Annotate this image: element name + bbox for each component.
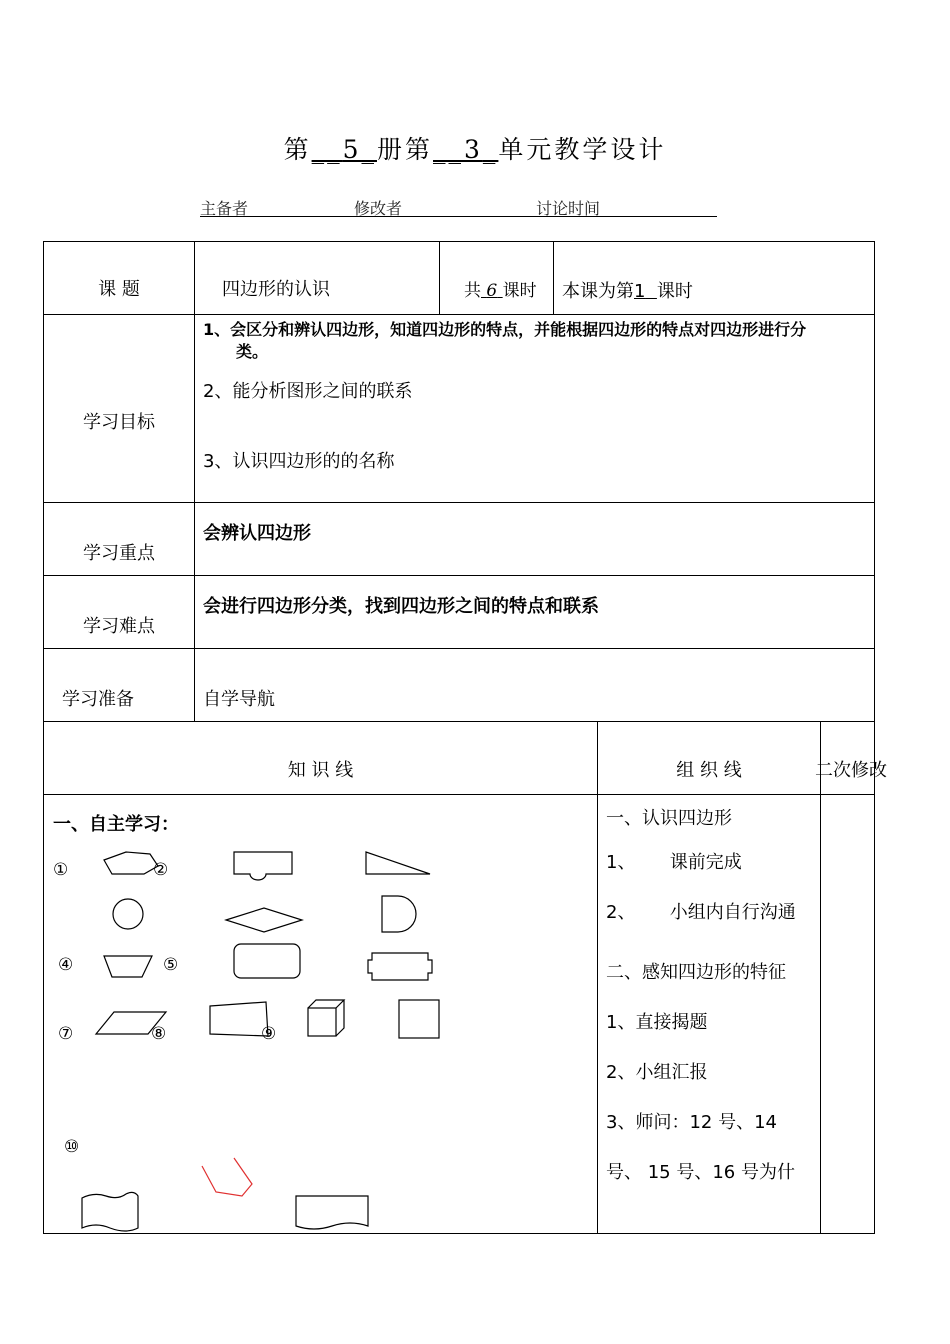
goals-label: 学习目标: [83, 411, 155, 433]
focus-value: 会辨认四边形: [203, 523, 311, 544]
shapes-canvas: [44, 840, 552, 1232]
marker-4: ④: [58, 955, 74, 975]
discussion-time-label: 讨论时间: [536, 199, 601, 218]
total-suffix: 课时: [502, 280, 537, 301]
quadrilateral-shape: [210, 1002, 268, 1036]
current-num: [634, 281, 657, 302]
org-section-2-item-3-line2: 号、 15 号、16 号为什: [606, 1162, 795, 1183]
prep-label: 学习准备: [62, 689, 134, 710]
revision-header: 二次修改: [815, 760, 887, 781]
prep-label-cell: [44, 649, 195, 722]
goal-3: 3、认识四边形的的名称: [203, 451, 395, 472]
marker-10: ⑩: [64, 1137, 80, 1157]
goal-1: [203, 319, 866, 363]
focus-row: [44, 503, 875, 576]
topic-label: 课 题: [98, 279, 140, 300]
title-mid: 册第: [376, 135, 433, 164]
total-count-value: 6: [486, 280, 498, 301]
total-count: [481, 281, 503, 301]
difficulty-value-cell: [195, 576, 875, 649]
knowledge-header-cell: [44, 722, 598, 795]
topic-row: [44, 242, 875, 315]
right-triangle-shape: [366, 852, 430, 874]
current-lesson: [562, 281, 693, 302]
focus-label-cell: [44, 503, 195, 576]
marker-5: ⑤: [163, 955, 179, 975]
goals-cell: [195, 315, 875, 503]
reviser-label: 修改者: [354, 199, 403, 218]
revision-header-cell: [815, 722, 887, 795]
marker-1: ①: [53, 860, 69, 880]
topic-value: 四边形的认识: [222, 279, 330, 300]
column-header-row: [44, 722, 875, 795]
org-section-2-title: 二、感知四边形的特征: [606, 962, 786, 983]
rectangle-with-arc-shape: [234, 852, 292, 880]
volume-number: 5: [342, 135, 362, 164]
prep-value: 自学导航: [203, 689, 275, 710]
knowledge-heading: 一、自主学习：: [53, 814, 179, 835]
red-open-polygon-shape: [202, 1158, 252, 1196]
org-section-1-item-1: 1、 课前完成: [606, 852, 742, 873]
square-shape: [399, 1000, 439, 1038]
org-section-2-item-2: 2、小组汇报: [606, 1062, 708, 1083]
unit-number: 3: [464, 135, 483, 164]
total-prefix: 共: [464, 280, 481, 301]
org-section-1-item-2: 2、 小组内自行沟通: [606, 902, 796, 923]
volume-blank: __5_: [311, 135, 377, 164]
marker-7: ⑦: [58, 1024, 74, 1044]
total-lessons: [464, 281, 537, 301]
focus-label: 学习重点: [83, 543, 155, 564]
current-num-value: 1: [634, 281, 646, 302]
marker-9: ⑨: [261, 1024, 277, 1044]
org-section-1-title: 一、认识四边形: [606, 808, 732, 829]
goals-row: [44, 315, 875, 503]
difficulty-row: [44, 576, 875, 649]
marker-8: ⑧: [151, 1024, 167, 1044]
rhombus-shape: [226, 908, 302, 932]
goal-1-line1: 1、会区分和辨认四边形，知道四边形的特点，并能根据四边形的特点对四边形进行分: [203, 320, 807, 339]
prep-row: [44, 649, 875, 722]
organization-header-cell: [598, 722, 821, 795]
title-suffix: 单元教学设计: [498, 135, 667, 164]
difficulty-value: 会进行四边形分类，找到四边形之间的特点和联系: [203, 596, 599, 617]
organization-cell: [598, 795, 821, 1234]
marker-2: ②: [153, 860, 169, 880]
trapezoid-shape: [104, 956, 152, 977]
topic-label-cell: [44, 242, 195, 315]
current-lesson-cell: [554, 242, 875, 315]
page-title: [0, 130, 950, 166]
current-suffix: 课时: [656, 281, 693, 302]
parallelogram-shape: [96, 1012, 166, 1034]
difficulty-label: 学习难点: [83, 616, 155, 637]
total-lessons-cell: [440, 242, 554, 315]
focus-value-cell: [195, 503, 875, 576]
prep-value-cell: [195, 649, 875, 722]
revision-cell: [821, 795, 875, 1234]
unit-blank: __3_: [433, 135, 499, 164]
cube-shape: [308, 1000, 344, 1036]
title-prefix: 第: [283, 135, 312, 164]
preparer-label: 主备者: [200, 199, 249, 218]
goal-2: 2、能分析图形之间的联系: [203, 381, 413, 402]
difficulty-label-cell: [44, 576, 195, 649]
current-prefix: 本课为第: [562, 281, 634, 302]
meta-line: [200, 196, 717, 217]
pentagon-shape: [104, 852, 158, 874]
organization-header: 组 织 线: [676, 760, 742, 781]
knowledge-header: 知 识 线: [287, 760, 354, 781]
goals-label-cell: [44, 315, 195, 503]
document-shape: [296, 1196, 368, 1229]
org-section-2-item-3-line1: 3、师问：12 号、14: [606, 1112, 777, 1133]
topic-value-cell: [195, 242, 440, 315]
d-shape: [382, 896, 416, 932]
wavy-rectangle-shape: [82, 1192, 138, 1231]
org-section-2-item-1: 1、直接揭题: [606, 1012, 708, 1033]
circle-shape: [113, 899, 143, 929]
notched-rectangle-shape: [368, 953, 432, 980]
goal-1-line2: 类。: [236, 342, 269, 361]
rounded-rectangle-shape: [234, 944, 300, 978]
